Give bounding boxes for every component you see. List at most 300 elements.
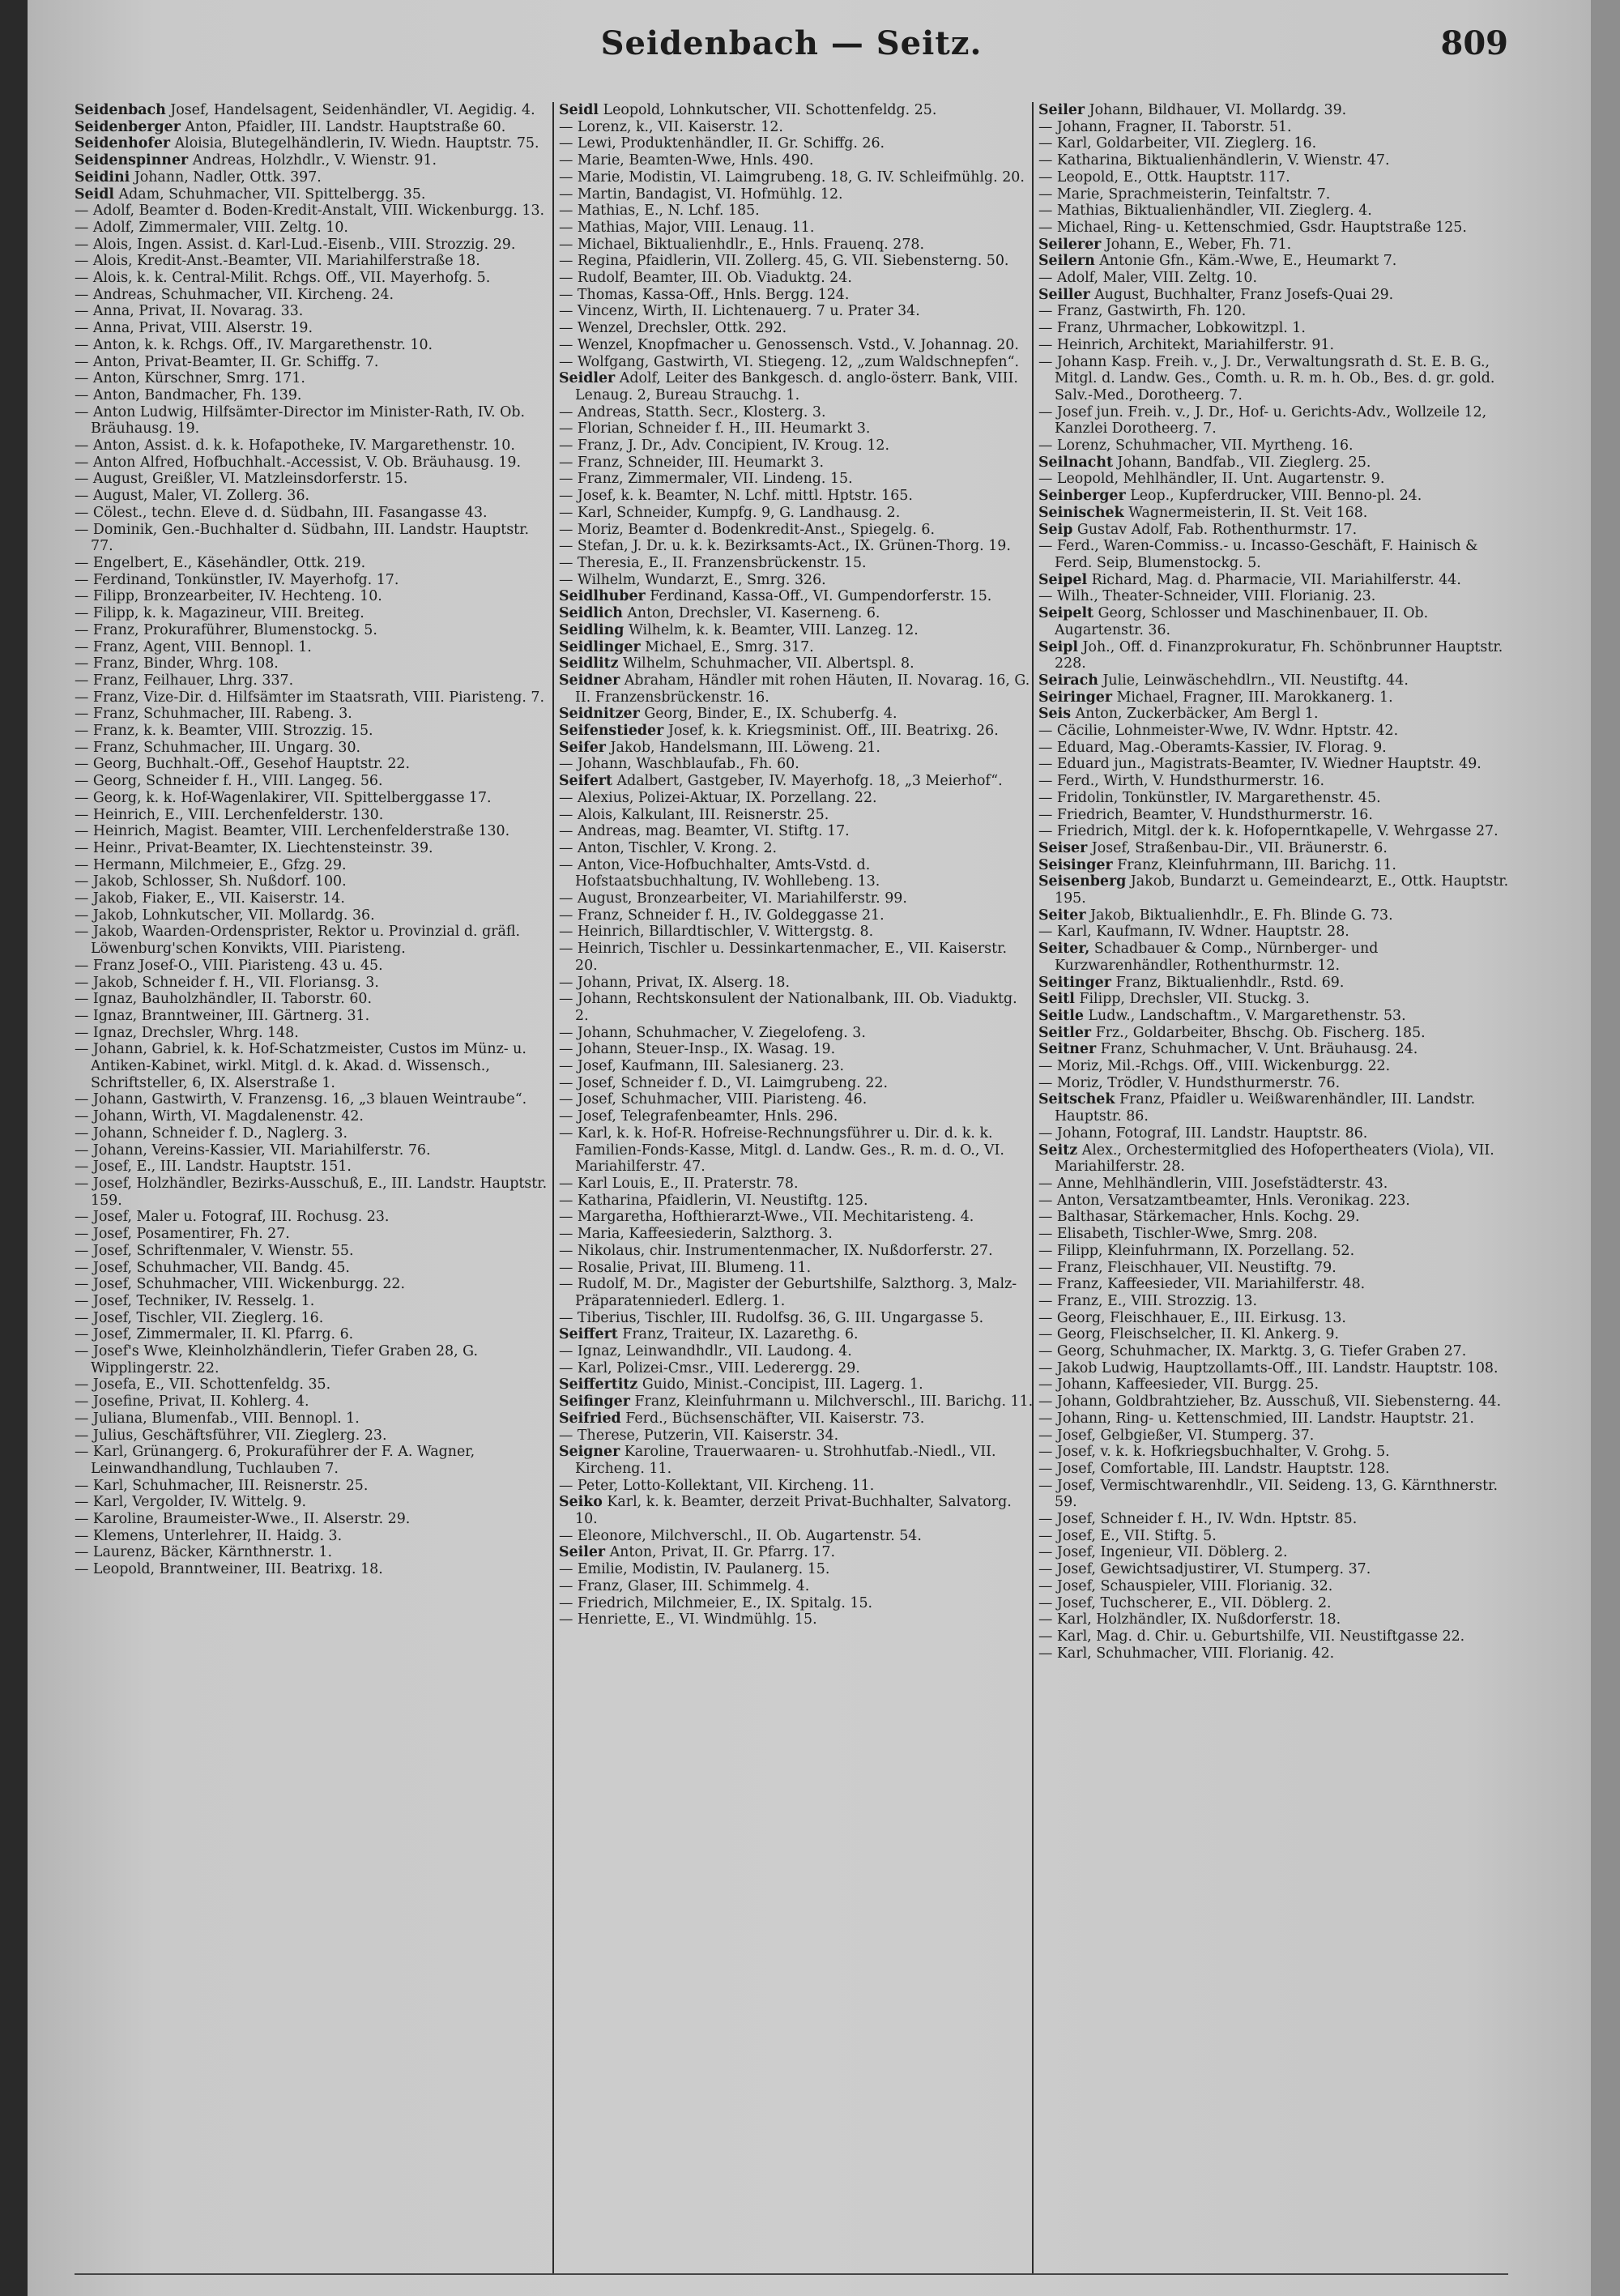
directory-entry — [559, 1075, 1034, 1092]
entry-text: — Josef, Schriftenmaler, V. Wienstr. 55. — [75, 1242, 354, 1259]
directory-entry — [1038, 253, 1513, 270]
directory-entry — [1038, 1243, 1513, 1260]
entry-text: — Alois, k. k. Central-Milit. Rchgs. Off., VII. Mayerhofg. 5. — [75, 270, 491, 287]
entry-text: — Lorenz, Schuhmacher, VII. Myrtheng. 16. — [1038, 437, 1354, 455]
entry-text: — Karl, Kaufmann, IV. Wdner. Hauptstr. 28. — [1038, 924, 1349, 941]
entry-text: — Filipp, k. k. Magazineur, VIII. Breiteg. — [75, 605, 364, 622]
directory-entry — [75, 1478, 549, 1495]
directory-entry — [1038, 773, 1513, 790]
directory-entry — [1038, 1376, 1513, 1393]
entry-text: Adam, Schuhmacher, VII. Spittelbergg. 35. — [118, 186, 426, 203]
entry-text: Anton, Pfaidler, III. Landstr. Hauptstraße 60. — [185, 118, 506, 135]
entry-text: Leopold, Lohnkutscher, VII. Schottenfeldg. 25. — [603, 102, 937, 118]
directory-entry — [75, 387, 549, 404]
directory-entry — [559, 773, 1034, 790]
entry-text: — Anton, Kürschner, Smrg. 171. — [75, 370, 305, 387]
entry-surname: Seilern — [1038, 253, 1095, 270]
entry-text: — Martin, Bandagist, VI. Hofmühlg. 12. — [559, 186, 843, 203]
directory-entry — [75, 1209, 549, 1226]
directory-entry — [559, 924, 1034, 941]
entry-text: Anton, Zuckerbäcker, Am Bergl 1. — [1075, 706, 1319, 723]
directory-entry — [1038, 588, 1513, 605]
entry-text: Andreas, Holzhdlr., V. Wienstr. 91. — [192, 152, 437, 169]
entry-text: — Tiberius, Tischler, III. Rudolfsg. 36, G. III. Ungargasse 5. — [559, 1309, 984, 1326]
directory-entry — [1038, 1075, 1513, 1092]
entry-text: — Karl Louis, E., II. Praterstr. 78. — [559, 1176, 799, 1192]
entry-text: — Eduard, Mag.-Oberamts-Kassier, IV. Florag. 9. — [1038, 739, 1387, 756]
directory-entry — [559, 1209, 1034, 1226]
directory-entry — [1038, 119, 1513, 136]
entry-text: — Hermann, Milchmeier, E., Gfzg. 29. — [75, 856, 347, 873]
entry-text: — Marie, Modistin, VI. Laimgrubeng. 18, G. IV. Schleifmühlg. 20. — [559, 169, 1025, 186]
entry-text: — Karl, k. k. Hof-R. Hofreise-Rechnungsführer u. Dir. d. k. k. Familien-Fonds-Kasse, Mitgl. d. Landw. Ges., R. m. d. O., VI. Mariahilferstr. 47. — [559, 1125, 1004, 1176]
entry-text: — Georg, Schneider f. H., VIII. Langeg. 56. — [75, 773, 383, 790]
bottom-rule — [75, 2273, 1508, 2275]
entry-text: — Leopold, Branntweiner, III. Beatrixg. 18. — [75, 1561, 383, 1578]
entry-text: — Mathias, E., N. Lchf. 185. — [559, 203, 760, 220]
directory-entry — [559, 253, 1034, 270]
directory-entry — [559, 672, 1034, 706]
directory-entry — [1038, 437, 1513, 455]
directory-entry — [1038, 840, 1513, 857]
entry-text: — Johann, Kaffeesieder, VII. Burgg. 25. — [1038, 1376, 1319, 1393]
entry-surname: Seisinger — [1038, 856, 1113, 873]
entry-text: — Marie, Sprachmeisterin, Teinfaltstr. 7. — [1038, 186, 1331, 203]
entry-surname: Seitschek — [1038, 1091, 1115, 1108]
entry-surname: Seinberger — [1038, 488, 1126, 505]
entry-surname: Seidl — [559, 102, 599, 118]
entry-text: — Josef, Schauspieler, VIII. Florianig. 32. — [1038, 1577, 1333, 1594]
entry-surname: Seidenhofer — [75, 135, 171, 152]
directory-entry — [75, 1511, 549, 1528]
entry-text: — Anton, k. k. Rchgs. Off., IV. Margarethenstr. 10. — [75, 336, 433, 353]
directory-entry — [559, 1058, 1034, 1075]
entry-text: — Wilhelm, Wundarzt, E., Smrg. 326. — [559, 571, 826, 588]
column-1 — [75, 102, 549, 2273]
directory-entry — [75, 354, 549, 371]
directory-entry — [1038, 639, 1513, 672]
entry-text: — Alois, Ingen. Assist. d. Karl-Lud.-Eisenb., VIII. Strozzig. 29. — [75, 236, 516, 253]
entry-surname: Seisenberg — [1038, 873, 1127, 890]
entry-surname: Seifried — [559, 1410, 621, 1427]
entry-text: — Engelbert, E., Käsehändler, Ottk. 219. — [75, 554, 366, 571]
entry-text: Schadbauer & Comp., Nürnberger- und Kurzwarenhändler, Rothenthurmstr. 12. — [1055, 941, 1379, 974]
directory-entry — [1038, 1293, 1513, 1310]
entry-text: — Anton, Assist. d. k. k. Hofapotheke, IV. Margarethenstr. 10. — [75, 437, 515, 455]
directory-entry — [1038, 740, 1513, 757]
entry-text: Joh., Off. d. Finanzprokuratur, Fh. Schönbrunner Hauptstr. 228. — [1055, 638, 1503, 672]
directory-entry — [75, 672, 549, 689]
entry-text: — Karl, Vergolder, IV. Wittelg. 9. — [75, 1494, 307, 1511]
directory-entry — [1038, 1645, 1513, 1662]
entry-text: — Franz, Schneider f. H., IV. Goldeggasse 21. — [559, 907, 885, 924]
directory-entry — [559, 1561, 1034, 1578]
entry-text: — Georg, Fleischselcher, II. Kl. Ankerg. 9. — [1038, 1326, 1339, 1343]
directory-entry — [1038, 723, 1513, 740]
entry-text: Gustav Adolf, Fab. Rothenthurmstr. 17. — [1076, 521, 1358, 538]
entry-text: — Johann, Waschblaufab., Fh. 60. — [559, 756, 799, 773]
page-number: 809 — [1440, 24, 1508, 62]
entry-text: — Adolf, Maler, VIII. Zeltg. 10. — [1038, 270, 1257, 287]
directory-entry — [75, 1561, 549, 1578]
entry-text: — Anne, Mehlhändlerin, VIII. Josefstädterstr. 43. — [1038, 1176, 1388, 1192]
directory-entry — [1038, 1260, 1513, 1277]
directory-entry — [559, 1226, 1034, 1243]
entry-text: — Franz, Binder, Whrg. 108. — [75, 655, 279, 672]
directory-entry — [75, 890, 549, 907]
directory-entry — [559, 320, 1034, 337]
entry-surname: Seigner — [559, 1444, 620, 1461]
directory-entry — [1038, 1326, 1513, 1343]
directory-entry — [559, 790, 1034, 807]
directory-entry — [75, 220, 549, 237]
directory-entry — [75, 1159, 549, 1176]
directory-entry — [559, 135, 1034, 152]
entry-text: — Johann, Gabriel, k. k. Hof-Schatzmeister, Custos im Münz- u. Antiken-Kabinet, wirkl. Mitgl. d. k. Akad. d. Wissensch., Schriftsteller, 6, IX. Alserstraße 1. — [75, 1041, 526, 1091]
entry-surname: Seifer — [559, 739, 606, 756]
directory-entry — [1038, 823, 1513, 840]
entry-text: — Georg, Buchhalt.-Off., Gesehof Hauptstr. 22. — [75, 756, 411, 773]
entry-text: — Klemens, Unterlehrer, II. Haidg. 3. — [75, 1527, 343, 1544]
entry-text: — Josef, Schneider f. H., IV. Wdn. Hptstr. 85. — [1038, 1511, 1358, 1528]
directory-entry — [75, 102, 549, 119]
entry-text: — Maria, Kaffeesiederin, Salzthorg. 3. — [559, 1226, 833, 1243]
directory-entry — [75, 756, 549, 773]
directory-entry — [75, 706, 549, 723]
entry-text: — Josefine, Privat, II. Kohlerg. 4. — [75, 1393, 309, 1410]
directory-entry — [1038, 1578, 1513, 1595]
directory-entry — [75, 488, 549, 505]
entry-text: Franz, Biktualienhdlr., Rstd. 69. — [1115, 974, 1345, 991]
entry-text: — Josefa, E., VII. Schottenfeldg. 35. — [75, 1376, 331, 1393]
entry-text: — Josef, Techniker, IV. Resselg. 1. — [75, 1292, 315, 1309]
directory-entry — [1038, 1428, 1513, 1445]
entry-text: — Franz, J. Dr., Adv. Concipient, IV. Kroug. 12. — [559, 437, 889, 455]
directory-entry — [75, 237, 549, 254]
directory-entry — [1038, 1310, 1513, 1327]
directory-entry — [75, 1376, 549, 1393]
entry-text: — Franz, Fleischhauer, VII. Neustiftg. 79. — [1038, 1259, 1336, 1276]
directory-entry — [559, 186, 1034, 203]
entry-text: — Johann, Steuer-Insp., IX. Wasag. 19. — [559, 1041, 836, 1058]
directory-entry — [559, 572, 1034, 589]
entry-surname: Seiller — [1038, 286, 1090, 303]
directory-entry — [1038, 1410, 1513, 1428]
entry-surname: Seidner — [559, 672, 620, 689]
directory-entry — [559, 420, 1034, 437]
entry-text: — Franz, Agent, VIII. Bennopl. 1. — [75, 638, 312, 655]
entry-text: Anton, Drechsler, VI. Kaserneng. 6. — [627, 605, 880, 622]
directory-entry — [75, 270, 549, 287]
entry-text: — Josef, Vermischtwarenhdlr., VII. Seideng. 13, G. Kärnthnerstr. 59. — [1038, 1477, 1498, 1511]
directory-entry — [559, 1428, 1034, 1445]
entry-text: — Johann Kasp. Freih. v., J. Dr., Verwaltungsrath d. St. E. B. G., Mitgl. d. Landw. Ges., Comth. u. R. m. h. Ob., Bes. d. gr. gold. Salv.-Med., Dorotheerg. 7. — [1038, 353, 1495, 403]
entry-text: — Thomas, Kassa-Off., Hnls. Bergg. 124. — [559, 286, 850, 303]
directory-entry — [1038, 337, 1513, 354]
directory-entry — [559, 740, 1034, 757]
directory-entry — [75, 907, 549, 924]
entry-text: Franz, Pfaidler u. Weißwarenhändler, III. Landstr. Hauptstr. 86. — [1055, 1091, 1476, 1125]
entry-text: Jakob, Bundarzt u. Gemeindearzt, E., Ottk. Hauptstr. 195. — [1055, 873, 1509, 907]
entry-text: — Karl, Schuhmacher, VIII. Florianig. 42. — [1038, 1645, 1335, 1662]
directory-entry — [75, 253, 549, 270]
entry-text: — Josef, Schuhmacher, VIII. Piaristeng. 46. — [559, 1091, 868, 1108]
column-2 — [559, 102, 1034, 2273]
directory-entry — [559, 404, 1034, 421]
entry-text: Franz, Kleinfuhrmann, III. Barichg. 11. — [1117, 856, 1396, 873]
directory-entry — [1038, 857, 1513, 874]
entry-text: — Jakob, Fiaker, E., VII. Kaiserstr. 14. — [75, 890, 345, 907]
directory-entry — [559, 1176, 1034, 1193]
directory-entry — [559, 639, 1034, 656]
entry-text: Ferdinand, Kassa-Off., VI. Gumpendorferstr. 15. — [650, 588, 992, 605]
entry-text: — Moriz, Mil.-Rchgs. Off., VIII. Wickenburgg. 22. — [1038, 1058, 1391, 1075]
entry-text: — Lorenz, k., VII. Kaiserstr. 12. — [559, 118, 783, 135]
entry-surname: Seifenstieder — [559, 723, 664, 740]
directory-entry — [75, 404, 549, 437]
entry-surname: Seidlhuber — [559, 588, 646, 605]
entry-text: — Johann, Vereins-Kassier, VII. Mariahilferstr. 76. — [75, 1142, 431, 1159]
directory-entry — [559, 807, 1034, 824]
entry-text: — Franz, Schuhmacher, III. Rabeng. 3. — [75, 706, 352, 723]
entry-text: — Filipp, Bronzearbeiter, IV. Hechteng. 10. — [75, 588, 382, 605]
entry-surname: Seifert — [559, 773, 612, 790]
entry-text: — Johann, Fragner, II. Taborstr. 51. — [1038, 118, 1292, 135]
directory-entry — [1038, 471, 1513, 488]
directory-entry — [559, 203, 1034, 220]
entry-text: — Andreas, mag. Beamter, VI. Stiftg. 17. — [559, 823, 850, 840]
entry-surname: Seiler — [1038, 102, 1085, 118]
directory-entry — [75, 1293, 549, 1310]
directory-entry — [559, 605, 1034, 622]
entry-text: Josef, k. k. Kriegsminist. Off., III. Beatrixg. 26. — [667, 723, 999, 740]
directory-entry — [1038, 1444, 1513, 1461]
directory-entry — [75, 1142, 549, 1159]
directory-entry — [559, 437, 1034, 455]
directory-entry — [75, 1243, 549, 1260]
entry-text: — Regina, Pfaidlerin, VII. Zollerg. 45, G. VII. Siebensterng. 50. — [559, 253, 1009, 270]
directory-entry — [1038, 1091, 1513, 1125]
entry-text: Johann, Bildhauer, VI. Mollardg. 39. — [1089, 102, 1347, 118]
entry-text: — Eduard jun., Magistrats-Beamter, IV. Wiedner Hauptstr. 49. — [1038, 756, 1481, 773]
directory-entry — [1038, 975, 1513, 992]
entry-text: — Anna, Privat, VIII. Alserstr. 19. — [75, 320, 313, 337]
entry-text: Karl, k. k. Beamter, derzeit Privat-Buchhalter, Salvatorg. 10. — [575, 1494, 1012, 1528]
entry-text: — Josef, Tuchscherer, E., VII. Döblerg. 2. — [1038, 1594, 1332, 1611]
directory-entry — [559, 1276, 1034, 1309]
directory-entry — [559, 1595, 1034, 1612]
entry-text: — August, Bronzearbeiter, VI. Mariahilferstr. 99. — [559, 890, 907, 907]
entry-text: — Anton, Tischler, V. Krong. 2. — [559, 839, 778, 856]
directory-entry — [75, 723, 549, 740]
directory-entry — [75, 639, 549, 656]
entry-text: Georg, Schlosser und Maschinenbauer, II. Ob. Augartenstr. 36. — [1055, 605, 1429, 638]
directory-entry — [559, 370, 1034, 403]
entry-text: — Johann, Privat, IX. Alserg. 18. — [559, 974, 791, 991]
entry-text: — Michael, Biktualienhdlr., E., Hnls. Frauenq. 278. — [559, 236, 924, 253]
directory-entry — [559, 975, 1034, 992]
directory-entry — [75, 1260, 549, 1277]
directory-entry — [75, 1444, 549, 1477]
directory-entry — [1038, 1511, 1513, 1528]
entry-text: — Heinrich, Tischler u. Dessinkartenmacher, E., VII. Kaiserstr. 20. — [559, 941, 1008, 974]
entry-text: — Ferd., Wirth, V. Hundsthurmerstr. 16. — [1038, 773, 1325, 790]
directory-entry — [1038, 706, 1513, 723]
directory-entry — [75, 437, 549, 455]
directory-entry — [559, 890, 1034, 907]
directory-entry — [75, 572, 549, 589]
entry-text: Michael, E., Smrg. 317. — [645, 638, 814, 655]
entry-text: — Andreas, Schuhmacher, VII. Kircheng. 24. — [75, 286, 394, 303]
directory-entry — [1038, 1058, 1513, 1075]
entry-text: Wagnermeisterin, II. St. Veit 168. — [1128, 504, 1368, 521]
directory-entry — [75, 471, 549, 488]
entry-text: — Ignaz, Drechsler, Whrg. 148. — [75, 1024, 299, 1041]
directory-entry — [1038, 873, 1513, 907]
directory-entry — [1038, 1142, 1513, 1176]
directory-entry — [559, 1343, 1034, 1360]
entry-text: — Franz, Schuhmacher, III. Ungarg. 30. — [75, 739, 361, 756]
directory-entry — [75, 1410, 549, 1428]
entry-surname: Seip — [1038, 521, 1073, 538]
entry-text: — Mathias, Biktualienhändler, VII. Zieglerg. 4. — [1038, 203, 1372, 220]
directory-entry — [1038, 1360, 1513, 1377]
directory-entry — [559, 102, 1034, 119]
directory-entry — [75, 1544, 549, 1561]
directory-entry — [75, 119, 549, 136]
entry-surname: Seidenspinner — [75, 152, 189, 169]
entry-text: — Anton, Bandmacher, Fh. 139. — [75, 386, 302, 403]
directory-entry — [75, 1343, 549, 1376]
directory-entry — [559, 1611, 1034, 1628]
entry-text: — Josef, Schuhmacher, VIII. Wickenburgg. 22. — [75, 1276, 405, 1293]
entry-surname: Seinischek — [1038, 504, 1124, 521]
entry-text: — Josef, Telegrafenbeamter, Hnls. 296. — [559, 1108, 838, 1125]
directory-entry — [559, 1091, 1034, 1108]
entry-text: — Laurenz, Bäcker, Kärnthnerstr. 1. — [75, 1544, 333, 1561]
entry-text: — Johann, Gastwirth, V. Franzensg. 16, „3 blauen Weintraube“. — [75, 1091, 527, 1108]
directory-entry — [559, 1494, 1034, 1527]
entry-text: — Johann, Goldbrahtzieher, Bz. Ausschuß, VII. Siebensterng. 44. — [1038, 1393, 1502, 1410]
entry-text: — Josef, Schuhmacher, VII. Bandg. 45. — [75, 1259, 350, 1276]
entry-text: — Franz Josef-O., VIII. Piaristeng. 43 u. 45. — [75, 957, 383, 974]
directory-entry — [75, 152, 549, 169]
entry-text: — Franz, Kaffeesieder, VII. Mariahilferstr. 48. — [1038, 1276, 1366, 1293]
entry-surname: Seidini — [75, 169, 130, 186]
directory-entry — [75, 1176, 549, 1209]
entry-text: — Emilie, Modistin, IV. Paulanerg. 15. — [559, 1561, 830, 1578]
entry-text: Frz., Goldarbeiter, Bhschg. Ob. Fischerg. 185. — [1095, 1024, 1426, 1041]
directory-entry — [559, 840, 1034, 857]
entry-text: — Juliana, Blumenfab., VIII. Bennopl. 1. — [75, 1410, 360, 1427]
directory-entry — [75, 287, 549, 304]
directory-entry — [1038, 907, 1513, 924]
entry-text: — Anton, Vice-Hofbuchhalter, Amts-Vstd. d. Hofstaatsbuchhaltung, IV. Wohllebeng. 13. — [559, 856, 880, 890]
directory-entry — [75, 622, 549, 639]
directory-entry — [559, 152, 1034, 169]
entry-text: — Andreas, Statth. Secr., Klosterg. 3. — [559, 403, 826, 420]
entry-text: Abraham, Händler mit rohen Häuten, II. Novarag. 16, G. II. Franzensbrückenstr. 16. — [575, 672, 1030, 706]
entry-surname: Seiffert — [559, 1326, 618, 1343]
entry-text: Josef, Handelsagent, Seidenhändler, VI. Aegidig. 4. — [170, 102, 535, 118]
entry-text: — Rudolf, M. Dr., Magister der Geburtshilfe, Salzthorg. 3, Malz-Präparatenniederl. Edlerg. 1. — [559, 1276, 1017, 1309]
directory-entry — [75, 740, 549, 757]
directory-entry — [75, 857, 549, 874]
directory-entry — [1038, 488, 1513, 505]
entry-text: — Alexius, Polizei-Aktuar, IX. Porzellang. 22. — [559, 789, 877, 806]
entry-text: Johann, E., Weber, Fh. 71. — [1105, 236, 1292, 253]
directory-entry — [1038, 270, 1513, 287]
directory-entry — [1038, 1528, 1513, 1545]
entry-text: Karoline, Trauerwaaren- u. Strohhutfab.-Niedl., VII. Kircheng. 11. — [575, 1444, 996, 1477]
directory-entry — [75, 605, 549, 622]
directory-entry — [1038, 1461, 1513, 1478]
entry-text: — Michael, Ring- u. Kettenschmied, Gsdr. Hauptstraße 125. — [1038, 219, 1467, 236]
directory-entry — [559, 1444, 1034, 1477]
directory-entry — [75, 807, 549, 824]
entry-surname: Seiter, — [1038, 941, 1090, 958]
entry-surname: Seis — [1038, 706, 1072, 723]
entry-text: — Ignaz, Bauholzhändler, II. Taborstr. 60. — [75, 991, 373, 1008]
directory-entry — [1038, 1025, 1513, 1042]
entry-text: Julie, Leinwäschehdlrn., VII. Neustiftg. 44. — [1102, 672, 1409, 689]
entry-text: — Theresia, E., II. Franzensbrückenstr. 15. — [559, 554, 867, 571]
entry-text: — Karl, Schneider, Kumpfg. 9, G. Landhausg. 2. — [559, 504, 901, 521]
entry-text: — Heinrich, E., VIII. Lerchenfelderstr. 130. — [75, 806, 384, 823]
entry-text: Franz, Schuhmacher, V. Unt. Bräuhausg. 24. — [1100, 1041, 1418, 1058]
directory-entry — [1038, 572, 1513, 589]
directory-entry — [1038, 1041, 1513, 1058]
entry-text: — Heinr., Privat-Beamter, IX. Liechtensteinstr. 39. — [75, 839, 433, 856]
directory-entry — [75, 203, 549, 220]
directory-entry — [75, 455, 549, 472]
entry-surname: Seiter — [1038, 907, 1086, 924]
entry-text: Johann, Bandfab., VII. Zieglerg. 25. — [1117, 454, 1371, 471]
directory-entry — [559, 723, 1034, 740]
entry-text: — Josef, Maler u. Fotograf, III. Rochusg. 23. — [75, 1209, 390, 1226]
entry-text: Aloisia, Blutegelhändlerin, IV. Wiedn. Hauptstr. 75. — [174, 135, 539, 152]
entry-text: — Karl, Mag. d. Chir. u. Geburtshilfe, VII. Neustiftgasse 22. — [1038, 1628, 1465, 1645]
entry-text: — Wolfgang, Gastwirth, VI. Stiegeng. 12, „zum Waldschnepfen“. — [559, 353, 1020, 370]
entry-text: Jakob, Biktualienhdlr., E. Fh. Blinde G. 73. — [1090, 907, 1393, 924]
directory-entry — [559, 1544, 1034, 1561]
entry-text: — Heinrich, Architekt, Mariahilferstr. 91. — [1038, 336, 1335, 353]
entry-text: — Leopold, Mehlhändler, II. Unt. Augartenstr. 9. — [1038, 471, 1385, 488]
directory-entry — [1038, 1628, 1513, 1645]
entry-surname: Seidl — [75, 186, 114, 203]
entry-text: — Josef, v. k. k. Hofkriegsbuchhalter, V. Grohg. 5. — [1038, 1444, 1390, 1461]
entry-text: — Anton Ludwig, Hilfsämter-Director im Minister-Rath, IV. Ob. Bräuhausg. 19. — [75, 403, 526, 437]
entry-surname: Seidenberger — [75, 118, 181, 135]
entry-text: Franz, Kleinfuhrmann u. Milchverschl., III. Barichg. 11. — [634, 1393, 1034, 1410]
entry-text: — Jakob, Schneider f. H., VII. Floriansg. 3. — [75, 974, 379, 991]
directory-entry — [559, 1260, 1034, 1277]
directory-entry — [559, 1578, 1034, 1595]
directory-entry — [1038, 672, 1513, 689]
entry-text: — Jakob, Lohnkutscher, VII. Mollardg. 36. — [75, 907, 375, 924]
entry-text: — Johann, Wirth, VI. Magdalenenstr. 42. — [75, 1108, 364, 1125]
directory-entry — [75, 924, 549, 957]
directory-entry — [1038, 455, 1513, 472]
directory-entry — [1038, 203, 1513, 220]
directory-entry — [75, 1025, 549, 1042]
directory-entry — [1038, 152, 1513, 169]
entry-surname: Seirach — [1038, 672, 1098, 689]
entry-surname: Seiser — [1038, 839, 1088, 856]
entry-text: Wilhelm, k. k. Beamter, VIII. Lanzeg. 12. — [628, 621, 919, 638]
column-rule — [552, 102, 554, 2273]
entry-text: Adolf, Leiter des Bankgesch. d. anglo-österr. Bank, VIII. Lenaug. 2, Bureau Strauchg. 1. — [575, 370, 1018, 403]
